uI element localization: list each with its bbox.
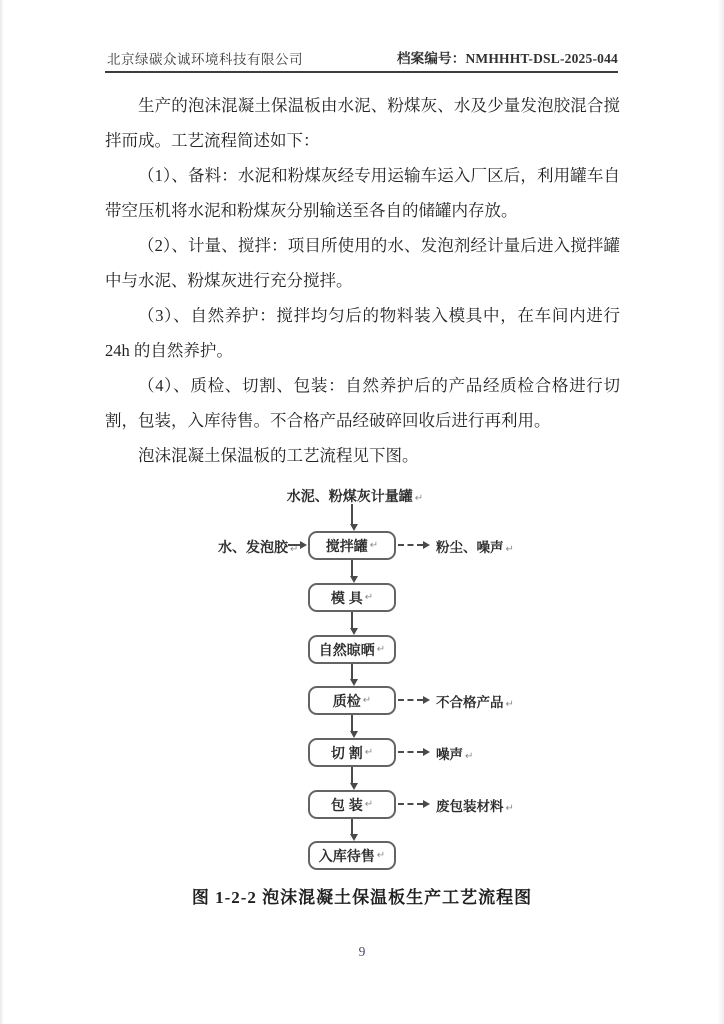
paragraph-step3: （3）、自然养护：搅拌均匀后的物料装入模具中，在车间内进行 24h 的自然养护。 — [105, 306, 620, 360]
down-arrow — [351, 504, 353, 524]
down-arrow — [351, 612, 353, 628]
down-arrow — [351, 560, 353, 576]
flow-step-box-packaging: 包 装 ↵ — [308, 790, 396, 819]
paragraph-figure-ref: 泡沫混凝土保温板的工艺流程见下图。 — [138, 446, 419, 465]
return-mark: ↵ — [465, 751, 474, 762]
flow-source-label: 水泥、粉煤灰计量罐 ↵ — [286, 488, 424, 504]
return-mark: ↵ — [505, 699, 514, 710]
return-mark: ↵ — [364, 799, 374, 810]
down-arrow — [351, 664, 353, 679]
down-arrow — [351, 819, 353, 834]
return-mark: ↵ — [364, 592, 374, 603]
emission-arrow — [398, 699, 423, 701]
emission-arrow — [398, 751, 423, 753]
flow-step-box-quality-check: 质检 ↵ — [308, 686, 396, 715]
doc-number-value: NMHHHT-DSL-2025-044 — [465, 51, 618, 66]
paragraph-step2: （2）、计量、搅拌：项目所使用的水、发泡剂经计量后进入搅拌罐中与水泥、粉煤灰进行充分搅拌。 — [105, 236, 620, 290]
return-mark: ↵ — [376, 850, 386, 861]
document-body — [105, 88, 620, 473]
input-arrow — [288, 544, 300, 546]
emission-arrow — [398, 803, 423, 805]
paragraph-intro: 生产的泡沫混凝土保温板由水泥、粉煤灰、水及少量发泡胶混合搅拌而成。工艺流程简述如下： — [105, 96, 620, 150]
paragraph-step4: （4）、质检、切割、包装：自然养护后的产品经质检合格进行切割，包装，入库待售。不合格产品经破碎回收后进行再利用。 — [105, 376, 620, 430]
return-mark: ↵ — [290, 544, 299, 555]
flow-step-box-warehouse: 入库待售 ↵ — [308, 841, 396, 870]
header-rule — [105, 71, 618, 73]
return-mark: ↵ — [369, 540, 379, 551]
return-mark: ↵ — [364, 747, 374, 758]
return-mark: ↵ — [414, 493, 424, 504]
header-doc-number — [397, 47, 618, 67]
flow-step-box-mixing-tank: 搅拌罐 ↵ — [308, 531, 396, 560]
flow-step-box-mold: 模 具 ↵ — [308, 583, 396, 612]
emission-label-rejects: 不合格产品 ↵ — [436, 695, 514, 710]
page-number: 9 — [358, 944, 366, 959]
flow-step-box-cutting: 切 割 ↵ — [308, 738, 396, 767]
return-mark: ↵ — [505, 803, 514, 814]
emission-label-noise: 噪声 ↵ — [436, 747, 474, 762]
header-company-name: 北京绿碳众诚环境科技有限公司 — [107, 52, 303, 67]
down-arrow — [351, 715, 353, 731]
return-mark: ↵ — [376, 644, 386, 655]
process-flowchart — [0, 486, 724, 878]
return-mark: ↵ — [362, 695, 372, 706]
paragraph-step1: （1）、备料：水泥和粉煤灰经专用运输车运入厂区后，利用罐车自带空压机将水泥和粉煤灰分别输送至各自的储罐内存放。 — [105, 166, 620, 220]
figure-caption: 图 1-2-2 泡沫混凝土保温板生产工艺流程图 — [191, 888, 533, 907]
flow-input-label: 水、发泡胶 ↵ — [218, 539, 299, 555]
down-arrow — [351, 767, 353, 783]
emission-label-dust-noise: 粉尘、噪声 ↵ — [436, 540, 514, 555]
emission-arrow — [398, 544, 423, 546]
flow-step-box-natural-drying: 自然晾晒 ↵ — [308, 635, 396, 664]
emission-label-waste-packaging: 废包装材料 ↵ — [436, 799, 514, 814]
return-mark: ↵ — [505, 544, 514, 555]
doc-number-label: 档案编号： — [396, 51, 466, 66]
